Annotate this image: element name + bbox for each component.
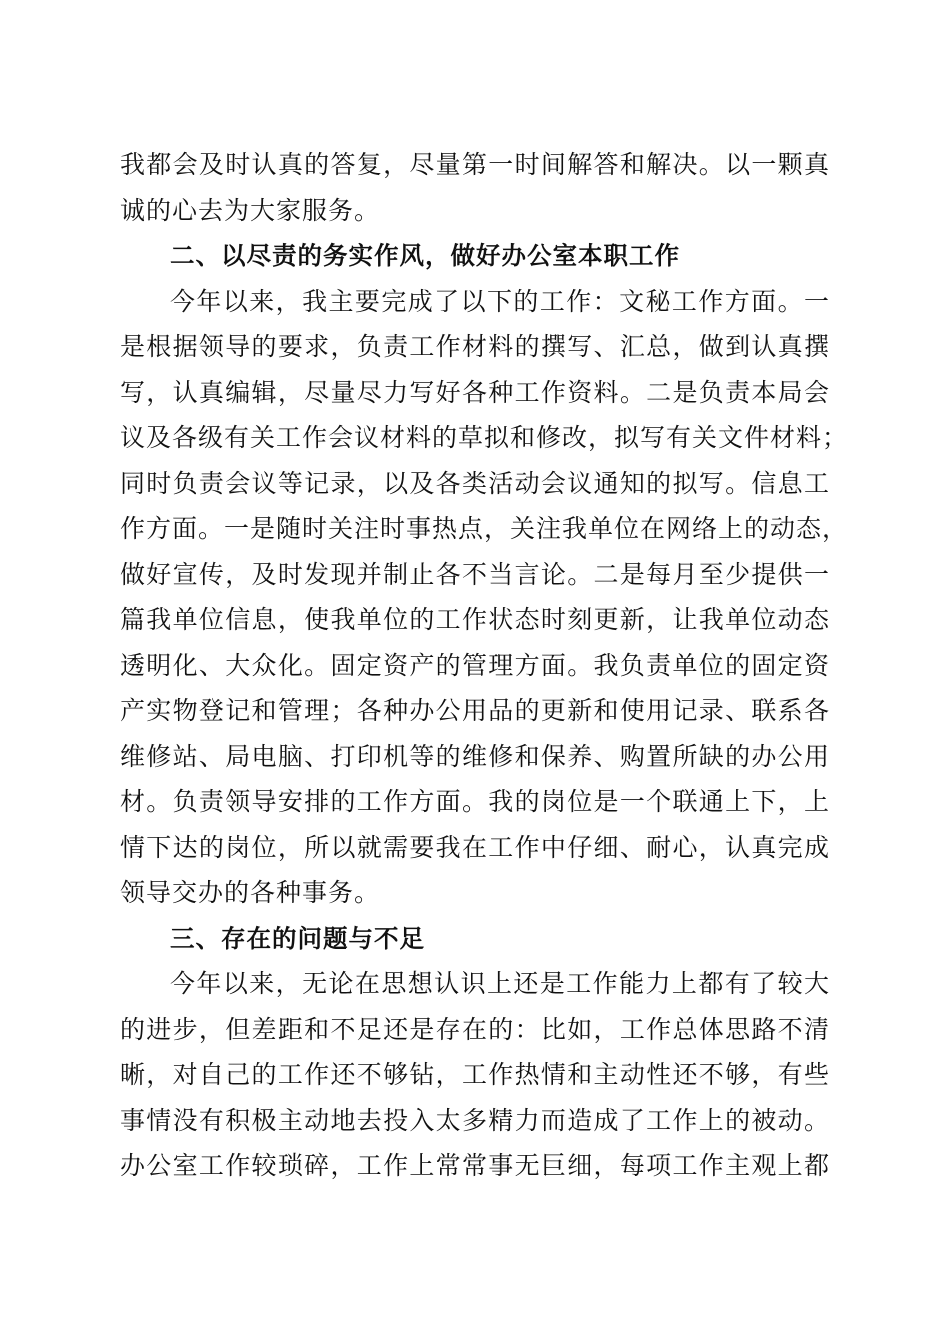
- text-line: 议及各级有关工作会议材料的草拟和修改，拟写有关文件材料；: [120, 423, 849, 452]
- text-line: 的进步，但差距和不足还是存在的：比如，工作总体思路不清: [120, 1014, 830, 1044]
- text-line: 晰，对自己的工作还不够钻，工作热情和主动性还不够，有些: [120, 1060, 830, 1089]
- section-heading-2: 二、以尽责的务实作风，做好办公室本职工作: [170, 241, 680, 270]
- text-line: 诚的心去为大家服务。: [120, 195, 381, 225]
- section-heading-3: 三、存在的问题与不足: [170, 923, 425, 953]
- text-line: 今年以来，无论在思想认识上还是工作能力上都有了较大: [170, 969, 830, 998]
- text-line: 同时负责会议等记录，以及各类活动会议通知的拟写。信息工: [120, 468, 830, 498]
- text-line: 领导交办的各种事务。: [120, 878, 381, 907]
- text-line: 材。负责领导安排的工作方面。我的岗位是一个联通上下，上: [120, 787, 830, 816]
- text-line: 情下达的岗位，所以就需要我在工作中仔细、耐心，认真完成: [120, 832, 830, 862]
- text-line: 办公室工作较琐碎，工作上常常事无巨细，每项工作主观上都: [120, 1151, 830, 1180]
- text-line: 今年以来，我主要完成了以下的工作：文秘工作方面。一: [170, 286, 830, 316]
- text-line: 做好宣传，及时发现并制止各不当言论。二是每月至少提供一: [120, 559, 830, 589]
- text-line: 我都会及时认真的答复，尽量第一时间解答和解决。以一颗真: [120, 150, 830, 179]
- text-line: 是根据领导的要求，负责工作材料的撰写、汇总，做到认真撰: [120, 332, 830, 361]
- text-line: 篇我单位信息，使我单位的工作状态时刻更新，让我单位动态: [120, 605, 830, 634]
- paragraph-1: [120, 142, 830, 233]
- document-body: [120, 142, 849, 1189]
- text-line: 维修站、局电脑、打印机等的维修和保养、购置所缺的办公用: [120, 741, 830, 771]
- paragraph-2: [120, 279, 849, 916]
- text-line: 事情没有积极主动地去投入太多精力而造成了工作上的被动。: [120, 1105, 830, 1135]
- text-line: 作方面。一是随时关注时事热点，关注我单位在网络上的动态，: [120, 514, 849, 543]
- text-line: 写，认真编辑，尽量尽力写好各种工作资料。二是负责本局会: [120, 377, 830, 407]
- text-line: 透明化、大众化。固定资产的管理方面。我负责单位的固定资: [120, 650, 830, 680]
- paragraph-3: [120, 961, 830, 1189]
- text-line: 产实物登记和管理；各种办公用品的更新和使用记录、联系各: [120, 696, 830, 725]
